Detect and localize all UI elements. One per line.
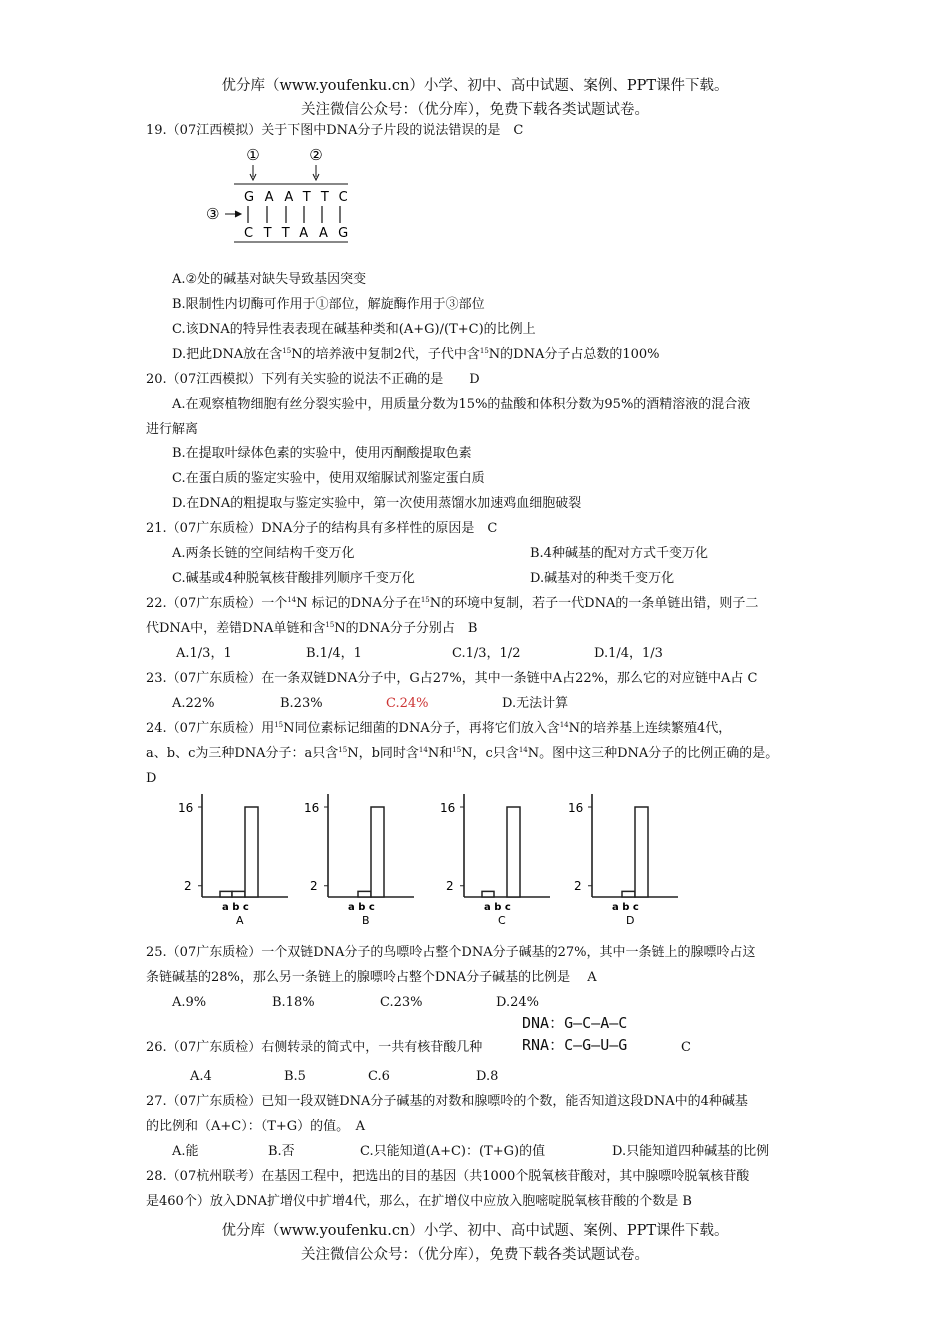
y-tick-label-2: 2: [446, 878, 454, 893]
q24-chart-B: [304, 794, 414, 927]
q21-stem: 21.（07广东质检）DNA分子的结构具有多样性的原因是 C: [146, 521, 498, 536]
y-tick-label-16: 16: [568, 801, 584, 815]
q25-stem: 25.（07广东质检）一个双链DNA分子的鸟嘌呤占整个DNA分子碱基的27%，其中一条链上的腺嘌呤占这: [146, 945, 756, 960]
q22-option-a: A.1/3，1: [176, 646, 232, 661]
q23-option-b: B.23%: [280, 696, 323, 711]
q26-option-b: B.5: [284, 1069, 306, 1084]
q26-option-d: D.8: [476, 1069, 499, 1084]
q25-option-c: C.23%: [380, 995, 423, 1010]
q19-option-a: A.②处的碱基对缺失导致基因突变: [172, 272, 367, 287]
q24-stem-cont: a、b、c为三种DNA分子：a只含$^{15}$N，b同时含$^{14}$N和$^{15}$N，c只含$^{14}$N。图中这三种DNA分子的比例正确的是。: [146, 746, 779, 761]
chart-label-B: B: [362, 914, 370, 927]
chart-label-C: C: [498, 914, 506, 927]
q26-rna-strand: RNA：C—G—U—G: [522, 1036, 628, 1054]
bar-A-a: [220, 891, 232, 897]
q26-option-c: C.6: [368, 1069, 390, 1084]
q19-marker-1: ①: [246, 146, 260, 164]
q25-option-d: D.24%: [496, 995, 539, 1010]
q21-option-a: A.两条长链的空间结构千变万化: [172, 546, 355, 561]
chart-label-A: A: [236, 914, 244, 927]
q19-dna-figure: [200, 143, 360, 245]
q19-top-bases: GAATTC: [244, 190, 359, 205]
q21-option-b: B.4种碱基的配对方式千变万化: [530, 546, 708, 561]
y-tick-label-16: 16: [440, 801, 456, 815]
q19-option-b: B.限制性内切酶可作用于①部位，解旋酶作用于③部位: [172, 297, 485, 312]
q21-option-c: C.碱基或4种脱氧核苷酸排列顺序千变万化: [172, 571, 415, 586]
q20-stem: 20.（07江西模拟）下列有关实验的说法不正确的是 D: [146, 372, 480, 387]
q20-option-d: D.在DNA的粗提取与鉴定实验中，第一次使用蒸馏水加速鸡血细胞破裂: [172, 496, 582, 511]
bar-B-c: [371, 807, 384, 897]
q19-option-c: C.该DNA的特异性表表现在碱基种类和(A+G)/(T+C)的比例上: [172, 322, 536, 337]
q21-option-d: D.碱基对的种类千变万化: [530, 571, 675, 586]
q19-marker-3: ③: [206, 205, 220, 223]
bar-D-c: [635, 807, 648, 897]
q22-stem-cont: 代DNA中，差错DNA单链和含$^{15}$N的DNA分子分别占 B: [146, 621, 478, 636]
category-labels: a b c: [222, 902, 249, 913]
q24-chart-C: [440, 794, 550, 927]
q23-option-a: A.22%: [172, 696, 215, 711]
q19-option-d: D.把此DNA放在含$^{15}$N的培养液中复制2代，子代中含$^{15}$N的DNA分子占总数的100%: [172, 347, 660, 362]
q25-option-a: A.9%: [172, 995, 207, 1010]
footer-line-1: 优分库（www.youfenku.cn）小学、初中、高中试题、案例、PPT课件下载。: [221, 1223, 729, 1239]
bar-B-b: [358, 891, 371, 897]
header-line-2: 关注微信公众号：（优分库），免费下载各类试题试卷。: [301, 102, 649, 118]
chart-label-D: D: [626, 914, 635, 927]
q23-option-c: C.24%: [386, 696, 429, 711]
bar-A-b: [232, 891, 245, 897]
q26-dna-strand: DNA：G—C—A—C: [522, 1014, 628, 1032]
q24-bar-charts: [170, 790, 680, 930]
q26-stem: 26.（07广东质检）右侧转录的简式中，一共有核苷酸几种: [146, 1040, 483, 1055]
q22-option-d: D.1/4，1/3: [594, 646, 663, 661]
q19-stem: 19.（07江西模拟）关于下图中DNA分子片段的说法错误的是 C: [146, 123, 524, 138]
q26-option-a: A.4: [190, 1069, 212, 1084]
q23-option-d: D.无法计算: [502, 696, 569, 711]
q22-option-b: B.1/4，1: [306, 646, 362, 661]
q24-chart-A: [178, 794, 288, 927]
q24-chart-D: [568, 794, 678, 927]
q23-stem: 23.（07广东质检）在一条双链DNA分子中，G占27%，其中一条链中A占22%，那么它的对应链中A占 C: [146, 671, 758, 686]
category-labels: a b c: [348, 902, 375, 913]
y-tick-label-2: 2: [574, 878, 582, 893]
q28-stem-cont: 是460个）放入DNA扩增仪中扩增4代，那么，在扩增仪中应放入胞嘧啶脱氧核苷酸的个数是 B: [146, 1194, 692, 1209]
q20-option-a-cont: 进行解离: [146, 422, 199, 437]
q27-option-c: C.只能知道(A+C)：(T+G)的值: [360, 1144, 546, 1159]
q27-option-a: A.能: [172, 1144, 199, 1159]
q26-answer: C: [681, 1040, 691, 1055]
category-labels: a b c: [484, 902, 511, 913]
q28-stem: 28.（07杭州联考）在基因工程中，把选出的目的基因（共1000个脱氧核苷酸对，其中腺嘌呤脱氧核苷酸: [146, 1169, 750, 1184]
q19-base-pair-bonds: [248, 206, 340, 223]
q24-stem: 24.（07广东质检）用$^{15}$N同位素标记细菌的DNA分子，再将它们放入含$^{14}$N的培养基上连续繁殖4代，: [146, 721, 732, 736]
category-labels: a b c: [612, 902, 639, 913]
footer-line-2: 关注微信公众号：（优分库），免费下载各类试题试卷。: [301, 1247, 649, 1263]
q22-option-c: C.1/3，1/2: [452, 646, 521, 661]
q27-stem-cont: 的比例和（A+C）：（T+G）的值。 A: [146, 1119, 366, 1134]
q27-stem: 27.（07广东质检）已知一段双链DNA分子碱基的对数和腺嘌呤的个数，能否知道这段DNA中的4种碱基: [146, 1094, 748, 1109]
q19-bottom-bases: CTTAAG: [244, 226, 359, 241]
q27-option-d: D.只能知道四种碱基的比例: [612, 1144, 770, 1159]
y-tick-label-16: 16: [178, 801, 194, 815]
q22-stem: 22.（07广东质检）一个$^{14}$N 标记的DNA分子在$^{15}$N的环境中复制，若子一代DNA的一条单链出错，则子二: [146, 596, 759, 611]
q19-marker-2: ②: [309, 146, 323, 164]
q20-option-a: A.在观察植物细胞有丝分裂实验中，用质量分数为15%的盐酸和体积分数为95%的酒精溶液的混合液: [172, 397, 751, 412]
q25-option-b: B.18%: [272, 995, 315, 1010]
y-tick-label-2: 2: [184, 878, 192, 893]
q27-option-b: B.否: [268, 1144, 295, 1159]
q25-stem-cont: 条链碱基的28%，那么另一条链上的腺嘌呤占整个DNA分子碱基的比例是 A: [146, 970, 597, 985]
y-tick-label-2: 2: [310, 878, 318, 893]
y-tick-label-16: 16: [304, 801, 320, 815]
header-line-1: 优分库（www.youfenku.cn）小学、初中、高中试题、案例、PPT课件下载。: [221, 78, 729, 94]
bar-C-c: [507, 807, 520, 897]
bar-C-a: [482, 891, 494, 897]
bar-A-c: [245, 807, 258, 897]
q20-option-b: B.在提取叶绿体色素的实验中，使用丙酮酸提取色素: [172, 446, 472, 461]
q24-answer: D: [146, 771, 157, 786]
q20-option-c: C.在蛋白质的鉴定实验中，使用双缩脲试剂鉴定蛋白质: [172, 471, 485, 486]
bar-D-b: [622, 891, 635, 897]
